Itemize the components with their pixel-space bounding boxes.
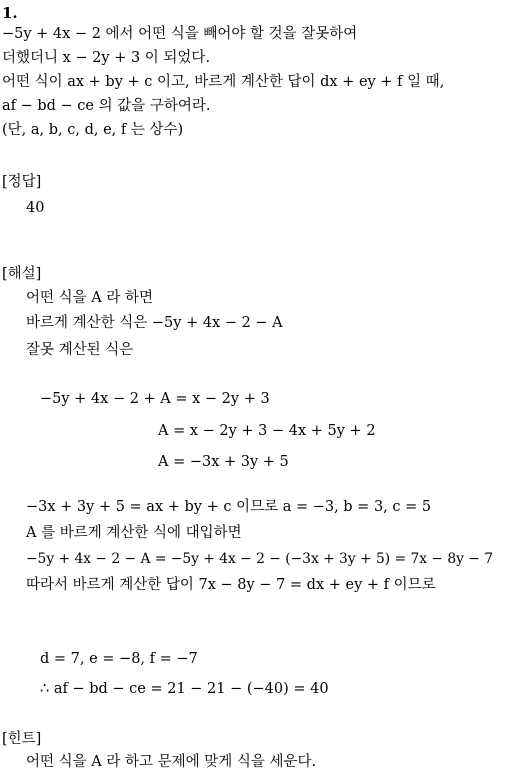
- answer-value: 40: [26, 200, 45, 216]
- problem-line-3: 어떤 식이 ax + by + c 이고, 바르게 계산한 답이 dx + ey + f 일 때,: [2, 74, 445, 90]
- answer-heading: [정답]: [2, 174, 42, 190]
- solution-heading: [해설]: [2, 266, 42, 282]
- solution-step-1: −3x + 3y + 5 = ax + by + c 이므로 a = −3, b = 3, c = 5: [26, 499, 432, 515]
- solution-step-2: A 를 바르게 계산한 식에 대입하면: [26, 525, 242, 541]
- problem-line-1: −5y + 4x − 2 에서 어떤 식을 빼어야 할 것을 잘못하여: [2, 26, 358, 42]
- problem-line-2: 더했더니 x − 2y + 3 이 되었다.: [2, 50, 211, 66]
- problem-line-5: (단, a, b, c, d, e, f 는 상수): [2, 122, 184, 138]
- hint-heading: [힌트]: [2, 731, 42, 747]
- solution-intro-1: 어떤 식을 A 라 하면: [26, 290, 153, 306]
- problem-number: 1.: [2, 4, 18, 22]
- result-values: d = 7, e = −8, f = −7: [40, 651, 198, 667]
- solution-step-3: −5y + 4x − 2 − A = −5y + 4x − 2 − (−3x + 3y + 5) = 7x − 8y − 7: [26, 551, 494, 567]
- hint-text: 어떤 식을 A 라 하고 문제에 맞게 식을 세운다.: [26, 754, 317, 770]
- solution-step-4: 따라서 바르게 계산한 답이 7x − 8y − 7 = dx + ey + f 이므로: [26, 577, 436, 593]
- equation-3: A = −3x + 3y + 5: [158, 454, 289, 470]
- solution-intro-3: 잘못 계산된 식은: [26, 342, 134, 358]
- problem-line-4: af − bd − ce 의 값을 구하여라.: [2, 98, 211, 114]
- equation-2: A = x − 2y + 3 − 4x + 5y + 2: [158, 423, 376, 439]
- solution-intro-2: 바르게 계산한 식은 −5y + 4x − 2 − A: [26, 315, 283, 331]
- result-final: ∴ af − bd − ce = 21 − 21 − (−40) = 40: [40, 681, 329, 697]
- equation-1: −5y + 4x − 2 + A = x − 2y + 3: [40, 391, 270, 407]
